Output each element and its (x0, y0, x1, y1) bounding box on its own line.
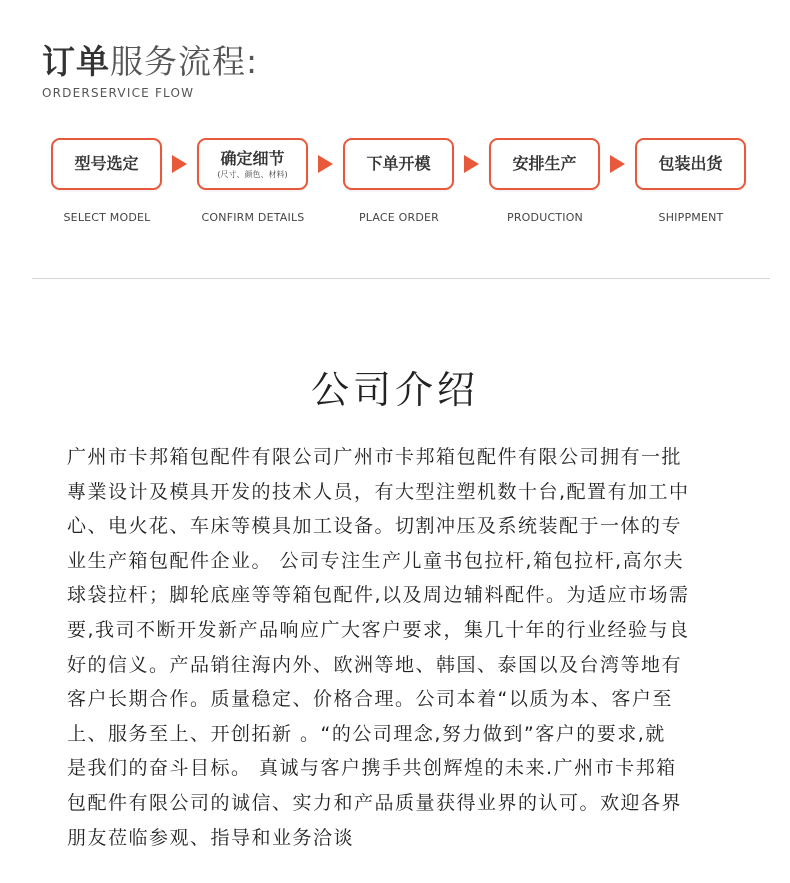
arrow-right-icon (172, 155, 187, 173)
intro-line: 要,我司不断开发新产品响应广大客户要求，集几十年的行业经验与良 (67, 618, 690, 641)
step-note: (尺寸、颜色、材料) (217, 169, 288, 179)
intro-line: 客户长期合作。质量稳定、价格合理。公司本着“以质为本、客户至 (67, 688, 673, 711)
step-production (489, 138, 600, 190)
step-en-label: SELECT MODEL (63, 211, 151, 224)
step-en-label: PRODUCTION (507, 211, 583, 224)
intro-line: 心、电火花、车床等模具加工设备。切割冲压及系统装配于一体的专 (67, 515, 683, 538)
intro-line: 上、服务至上、开创拓新 。“的公司理念,努力做到”客户的要求,就 (67, 722, 666, 745)
step-place-order (343, 138, 454, 190)
flow-header (42, 40, 258, 100)
intro-line: 好的信义。产品销往海内外、欧洲等地、韩国、泰国以及台湾等地有 (67, 653, 683, 676)
flow-steps (51, 138, 751, 238)
intro-line: 球袋拉杆；脚轮底座等等箱包配件,以及周边辅料配件。为适应市场需 (67, 584, 690, 607)
flow-title-strong: 订单 (42, 42, 110, 81)
intro-line: 專業设计及模具开发的技术人员，有大型注塑机数十台,配置有加工中 (67, 480, 690, 503)
arrow-right-icon (464, 155, 479, 173)
intro-line: 朋友莅临参观、指导和业务洽谈 (67, 826, 355, 849)
arrow-right-icon (610, 155, 625, 173)
intro-title: 公司介绍 (310, 368, 479, 412)
step-en-label: SHIPPMENT (658, 211, 724, 224)
intro-line: 是我们的奋斗目标。 真诚与客户携手共创辉煌的未来.广州市卡邦箱 (67, 757, 677, 780)
intro-line: 广州市卡邦箱包配件有限公司广州市卡邦箱包配件有限公司拥有一批 (67, 446, 683, 468)
intro-body (67, 440, 737, 855)
step-confirm-details (197, 138, 308, 190)
flow-title (42, 40, 258, 84)
step-en-label: PLACE ORDER (358, 211, 440, 224)
step-label: 型号选定 (74, 154, 139, 173)
step-label: 确定细节 (220, 148, 285, 168)
flow-subtitle: ORDERSERVICE FLOW (42, 86, 195, 100)
step-label: 包装出货 (658, 154, 723, 173)
intro-line: 业生产箱包配件企业。 公司专注生产儿童书包拉杆,箱包拉杆,高尔夫 (67, 549, 685, 572)
arrow-right-icon (318, 155, 333, 173)
intro-line: 包配件有限公司的诚信、实力和产品质量获得业界的认可。欢迎各界 (67, 791, 683, 814)
step-label: 下单开模 (366, 154, 431, 173)
step-en-label: CONFIRM DETAILS (201, 211, 305, 224)
step-label: 安排生产 (512, 154, 577, 173)
step-select-model (51, 138, 162, 190)
section-divider (32, 278, 770, 279)
flow-title-light: 服务流程: (110, 42, 259, 81)
step-shipment (635, 138, 746, 190)
